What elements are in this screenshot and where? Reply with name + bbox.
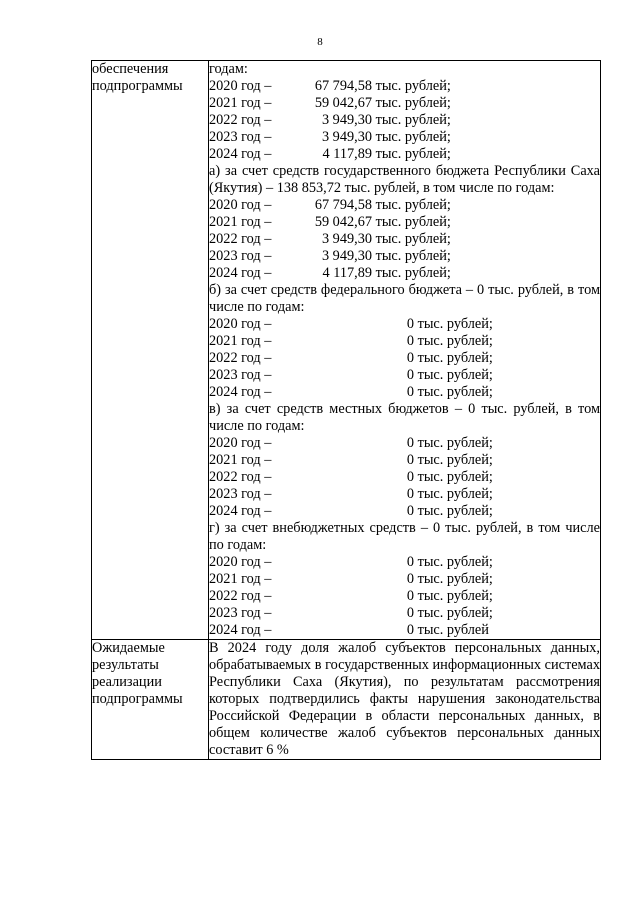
- year-amount: 0: [406, 588, 414, 604]
- year-amount: 0: [406, 384, 414, 400]
- funding-cell: [209, 61, 601, 640]
- year-unit: тыс. рублей;: [417, 503, 493, 519]
- year-line: [209, 469, 600, 486]
- year-label: 2023 год –: [209, 367, 272, 383]
- year-label: 2020 год –: [209, 316, 272, 332]
- year-unit: тыс. рублей;: [417, 571, 493, 587]
- section-heading: в) за счет средств местных бюджетов – 0 тыс. рублей, в том числе по годам:: [209, 401, 600, 434]
- year-amount: 59 042,67: [314, 95, 372, 111]
- year-line: [209, 367, 600, 384]
- year-unit: тыс. рублей;: [417, 384, 493, 400]
- year-label: 2021 год –: [209, 95, 272, 111]
- year-line: [209, 435, 600, 452]
- year-amount: 4 117,89: [322, 265, 372, 281]
- year-unit: тыс. рублей;: [417, 452, 493, 468]
- year-line: [209, 452, 600, 469]
- year-amount: 3 949,30: [321, 129, 372, 145]
- funding-sections: [209, 163, 600, 639]
- year-unit: тыс. рублей;: [375, 146, 451, 162]
- year-unit: тыс. рублей;: [417, 350, 493, 366]
- year-label: 2020 год –: [209, 78, 272, 94]
- year-amount: 59 042,67: [314, 214, 372, 230]
- year-unit: тыс. рублей;: [375, 265, 451, 281]
- year-amount: 67 794,58: [314, 197, 372, 213]
- year-label: 2024 год –: [209, 622, 272, 638]
- year-label: 2022 год –: [209, 112, 272, 128]
- year-line: [209, 333, 600, 350]
- funding-section: [209, 282, 600, 401]
- year-amount: 0: [406, 435, 414, 451]
- year-label: 2020 год –: [209, 435, 272, 451]
- year-line: [209, 214, 600, 231]
- year-amount: 0: [406, 316, 414, 332]
- year-line: [209, 571, 600, 588]
- expected-results-text: В 2024 году доля жалоб субъектов персональных данных, обрабатываемых в государственных информационных системах Республики Саха (Якутия), по результатам рассмотрения которых подтвердились факты нарушения законодательства Российской Федерации в области персональных данных, в общем количестве жалоб субъектов персональных данных составит 6 %: [209, 640, 600, 758]
- year-amount: 0: [406, 452, 414, 468]
- year-unit: тыс. рублей: [417, 622, 489, 638]
- year-amount: 0: [406, 350, 414, 366]
- year-amount: 0: [406, 605, 414, 621]
- year-label: 2021 год –: [209, 333, 272, 349]
- year-unit: тыс. рублей;: [417, 469, 493, 485]
- year-label: 2024 год –: [209, 146, 272, 162]
- year-unit: тыс. рублей;: [375, 95, 451, 111]
- year-unit: тыс. рублей;: [417, 486, 493, 502]
- year-label: 2023 год –: [209, 248, 272, 264]
- year-label: 2022 год –: [209, 469, 272, 485]
- year-unit: тыс. рублей;: [417, 605, 493, 621]
- year-label: 2020 год –: [209, 197, 272, 213]
- year-unit: тыс. рублей;: [375, 214, 451, 230]
- year-line: [209, 384, 600, 401]
- year-amount: 3 949,30: [321, 231, 372, 247]
- year-amount: 0: [406, 503, 414, 519]
- funding-section: [209, 401, 600, 520]
- year-amount: 0: [406, 469, 414, 485]
- year-unit: тыс. рублей;: [417, 435, 493, 451]
- year-line: [209, 231, 600, 248]
- year-label: 2024 год –: [209, 384, 272, 400]
- section-heading: б) за счет средств федерального бюджета – 0 тыс. рублей, в том числе по годам:: [209, 282, 600, 315]
- year-label: 2024 год –: [209, 265, 272, 281]
- year-line: [209, 146, 600, 163]
- total-year-list: [209, 78, 600, 163]
- year-line: [209, 95, 600, 112]
- year-amount: 67 794,58: [314, 78, 372, 94]
- year-line: [209, 605, 600, 622]
- year-amount: 0: [406, 622, 414, 638]
- year-label: 2021 год –: [209, 452, 272, 468]
- year-unit: тыс. рублей;: [375, 129, 451, 145]
- year-line: [209, 622, 600, 639]
- year-amount: 3 949,30: [321, 112, 372, 128]
- funding-section: [209, 163, 600, 282]
- funding-section: [209, 520, 600, 639]
- year-unit: тыс. рублей;: [375, 248, 451, 264]
- year-line: [209, 248, 600, 265]
- year-amount: 0: [406, 333, 414, 349]
- year-line: [209, 316, 600, 333]
- row-label: обеспечения подпрограммы: [92, 61, 209, 640]
- year-label: 2021 год –: [209, 571, 272, 587]
- year-label: 2020 год –: [209, 554, 272, 570]
- year-unit: тыс. рублей;: [417, 554, 493, 570]
- section-heading: а) за счет средств государственного бюджета Республики Саха (Якутия) – 138 853,72 тыс. рублей, в том числе по годам:: [209, 163, 600, 196]
- year-amount: 0: [406, 486, 414, 502]
- year-line: [209, 265, 600, 282]
- year-label: 2022 год –: [209, 350, 272, 366]
- year-line: [209, 486, 600, 503]
- year-amount: 0: [406, 367, 414, 383]
- year-line: [209, 588, 600, 605]
- year-line: [209, 129, 600, 146]
- row-label: Ожидаемые результаты реализации подпрограммы: [92, 640, 209, 760]
- year-label: 2024 год –: [209, 503, 272, 519]
- program-table: [91, 60, 601, 760]
- year-label: 2023 год –: [209, 486, 272, 502]
- year-line: [209, 503, 600, 520]
- year-label: 2023 год –: [209, 129, 272, 145]
- page-number: 8: [317, 36, 323, 48]
- year-amount: 0: [406, 554, 414, 570]
- year-unit: тыс. рублей;: [417, 316, 493, 332]
- table-row: [92, 61, 601, 640]
- year-line: [209, 78, 600, 95]
- year-label: 2023 год –: [209, 605, 272, 621]
- year-unit: тыс. рублей;: [375, 112, 451, 128]
- year-label: 2021 год –: [209, 214, 272, 230]
- table-row: [92, 640, 601, 760]
- year-line: [209, 197, 600, 214]
- intro-text: годам:: [209, 61, 248, 77]
- year-amount: 0: [406, 571, 414, 587]
- year-unit: тыс. рублей;: [417, 367, 493, 383]
- year-unit: тыс. рублей;: [375, 231, 451, 247]
- year-unit: тыс. рублей;: [375, 197, 451, 213]
- year-label: 2022 год –: [209, 588, 272, 604]
- year-unit: тыс. рублей;: [375, 78, 451, 94]
- year-line: [209, 350, 600, 367]
- year-line: [209, 112, 600, 129]
- year-unit: тыс. рублей;: [417, 333, 493, 349]
- year-unit: тыс. рублей;: [417, 588, 493, 604]
- year-amount: 4 117,89: [322, 146, 372, 162]
- year-line: [209, 554, 600, 571]
- year-amount: 3 949,30: [321, 248, 372, 264]
- section-heading: г) за счет внебюджетных средств – 0 тыс. рублей, в том числе по годам:: [209, 520, 600, 553]
- year-label: 2022 год –: [209, 231, 272, 247]
